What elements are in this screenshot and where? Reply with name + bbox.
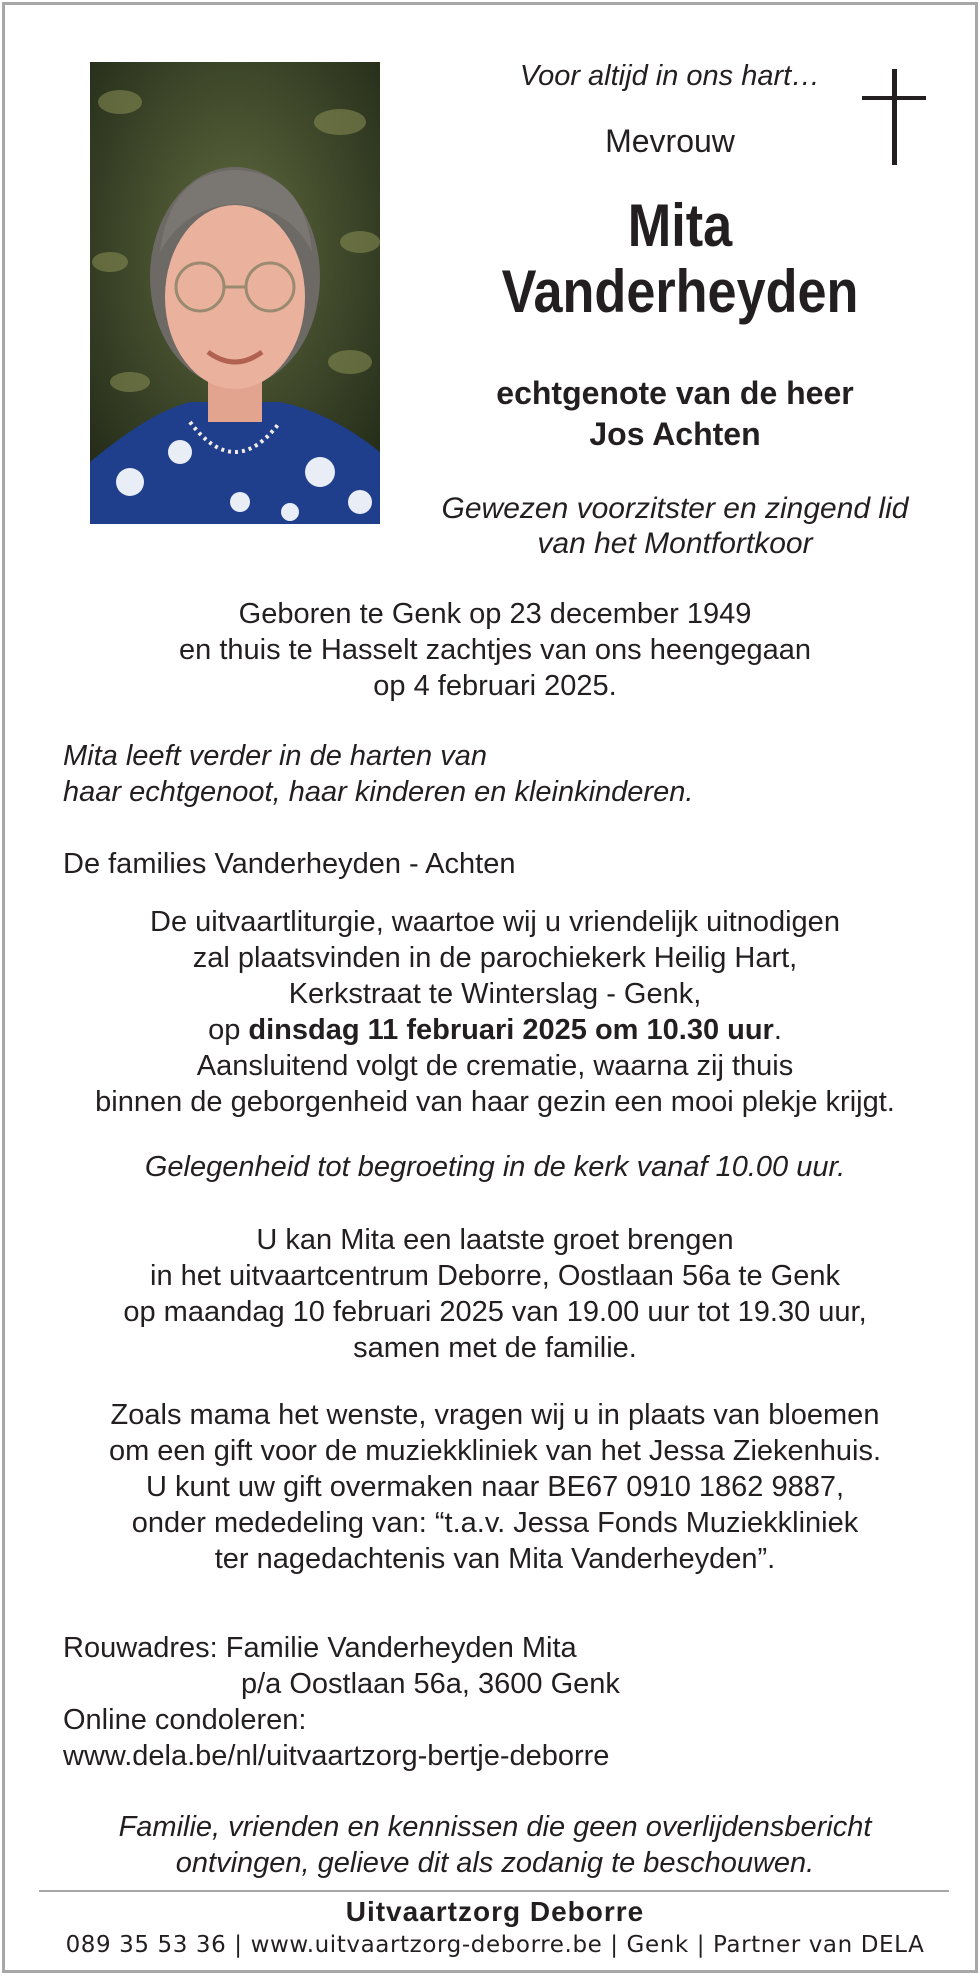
liturgy-line: Aansluitend volgt de crematie, waarna zij thuis: [196, 1049, 794, 1082]
liturgy-date-prefix: op: [208, 1013, 249, 1046]
visit-line: samen met de familie.: [353, 1331, 637, 1364]
funeral-home-name: Uitvaartzorg Deborre: [345, 1896, 645, 1927]
role-info: [420, 492, 930, 561]
gift-line: om een gift voor de muziekkliniek van het Jessa Ziekenhuis.: [108, 1434, 882, 1467]
death-date-line: op 4 februari 2025.: [373, 669, 617, 702]
notice-line: Familie, vrienden en kennissen die geen overlijdensbericht: [118, 1811, 872, 1843]
visit-line: op maandag 10 februari 2025 van 19.00 uur tot 19.30 uur,: [123, 1295, 867, 1328]
visit-info: [45, 1223, 945, 1367]
visit-line: U kan Mita een laatste groet brengen: [256, 1224, 734, 1256]
memory-text: [63, 739, 943, 811]
visit-line: in het uitvaartcentrum Deborre, Oostlaan 56a te Genk: [150, 1259, 840, 1292]
gift-line: U kunt uw gift overmaken naar BE67 0910 1862 9887,: [145, 1470, 845, 1503]
last-name: Vanderheyden: [501, 258, 859, 325]
condolence-link[interactable]: www.dela.be/nl/uitvaartzorg-bertje-deborre: [63, 1739, 610, 1772]
memory-line: Mita leeft verder in de harten van: [63, 740, 487, 772]
portrait-illustration: [90, 62, 380, 524]
gift-line: ter nagedachtenis van Mita Vanderheyden”.: [214, 1542, 776, 1575]
honorific: Mevrouw: [605, 123, 735, 159]
funeral-liturgy: [45, 905, 945, 1121]
liturgy-line: Kerkstraat te Winterslag - Genk,: [288, 977, 702, 1010]
address-line: Rouwadres: Familie Vanderheyden Mita: [63, 1632, 577, 1664]
notice-line: ontvingen, gelieve dit als zodanig te beschouwen.: [175, 1846, 815, 1879]
deceased-name: [458, 193, 902, 325]
memorial-quote: Voor altijd in ons hart…: [519, 60, 821, 92]
footer-divider: [39, 1890, 949, 1892]
birth-line: Geboren te Genk op 23 december 1949: [238, 598, 752, 630]
spouse-line: echtgenote van de heer: [496, 375, 854, 411]
liturgy-date-line: [45, 1013, 945, 1049]
spouse-info: [435, 373, 915, 455]
gift-line: onder mededeling van: “t.a.v. Jessa Fonds Muziekkliniek: [131, 1506, 859, 1539]
role-line: van het Montfortkoor: [537, 526, 813, 560]
role-line: Gewezen voorzitster en zingend lid: [441, 492, 909, 525]
memory-line: haar echtgenoot, haar kinderen en kleinkinderen.: [63, 775, 694, 808]
families-line: De families Vanderheyden - Achten: [63, 848, 516, 880]
greeting-info: Gelegenheid tot begroeting in de kerk vanaf 10.00 uur.: [144, 1151, 846, 1183]
notice-text: [45, 1810, 945, 1882]
portrait-photo: [90, 62, 380, 524]
funeral-home-contact: 089 35 53 36 | www.uitvaartzorg-deborre.be | Genk | Partner van DELA: [65, 1932, 925, 1958]
death-line: en thuis te Hasselt zachtjes van ons heengegaan: [179, 633, 811, 666]
liturgy-line: binnen de geborgenheid van haar gezin een mooi plekje krijgt.: [95, 1085, 895, 1118]
liturgy-date-suffix: .: [773, 1013, 782, 1046]
mourning-address: [63, 1631, 943, 1775]
gift-info: [45, 1398, 945, 1578]
obituary-card: [2, 2, 978, 1973]
address-line: p/a Oostlaan 56a, 3600 Genk: [241, 1667, 620, 1700]
birth-death-info: [45, 597, 945, 705]
gift-line: Zoals mama het wenste, vragen wij u in plaats van bloemen: [110, 1399, 880, 1431]
spouse-name: Jos Achten: [589, 415, 761, 452]
liturgy-line: zal plaatsvinden in de parochiekerk Heilig Hart,: [192, 941, 798, 974]
condolence-label: Online condoleren:: [63, 1703, 307, 1736]
liturgy-date: dinsdag 11 februari 2025 om 10.30 uur: [248, 1013, 774, 1046]
liturgy-line: De uitvaartliturgie, waartoe wij u vriendelijk uitnodigen: [150, 906, 840, 938]
first-name: Mita: [627, 192, 733, 259]
